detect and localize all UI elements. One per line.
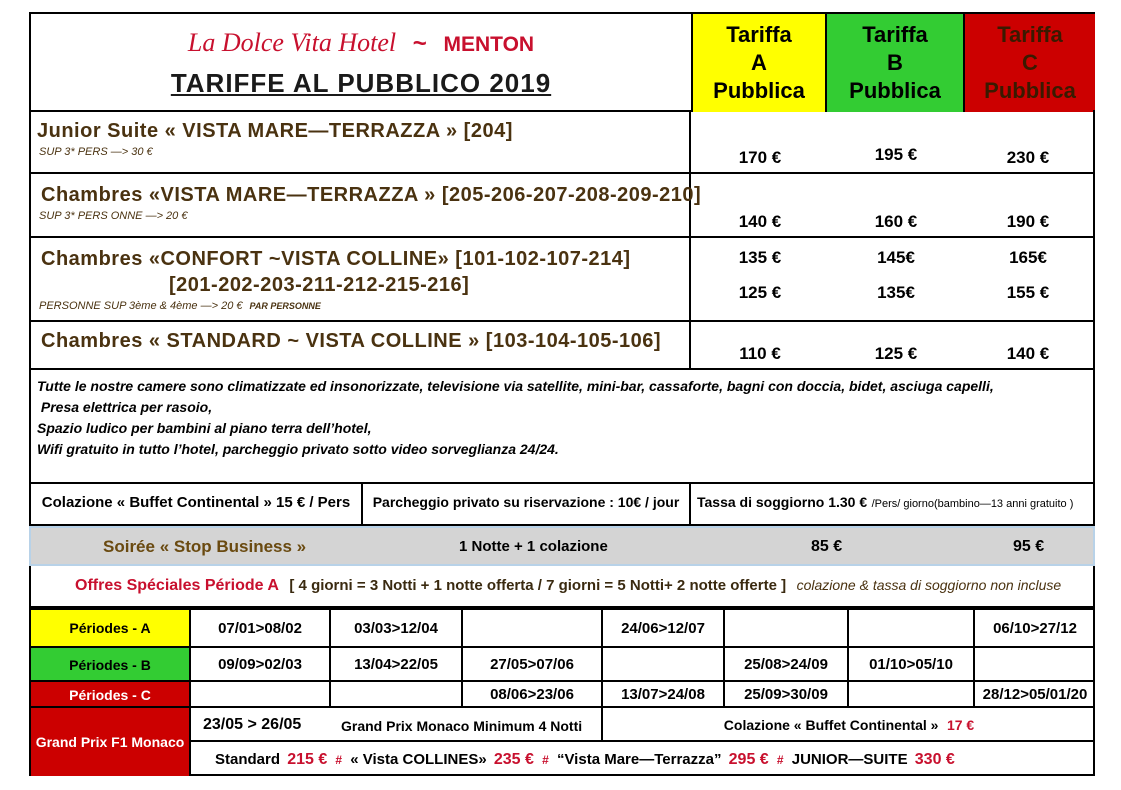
- business-row: [29, 526, 1095, 566]
- period-a-cell: 07/01>08/02: [218, 620, 302, 637]
- business-price-c: 95 €: [1013, 538, 1045, 555]
- collines-label: « Vista COLLINES»: [350, 751, 487, 768]
- price-b: 125 €: [874, 344, 918, 363]
- room-junior-suite-title: Junior Suite « VISTA MARE—TERRAZZA » [204]: [37, 120, 513, 142]
- period-b-label: Périodes - B: [69, 657, 151, 673]
- grandprix-minimum: Grand Prix Monaco Minimum 4 Notti: [341, 718, 583, 734]
- price-a: 140 €: [738, 212, 782, 231]
- rooms-table: [29, 110, 1095, 370]
- period-c-cell: 25/09>30/09: [744, 686, 828, 703]
- price-c: 230 €: [1006, 148, 1050, 167]
- business-label: Soirée « Stop Business »: [103, 537, 307, 556]
- period-b-cell: 01/10>05/10: [869, 656, 953, 673]
- period-a-label: Périodes - A: [69, 620, 151, 636]
- period-b-cell: 25/08>24/09: [744, 656, 828, 673]
- tariff-c-line3: Pubblica: [984, 78, 1076, 103]
- period-c-cell: 08/06>23/06: [490, 686, 574, 703]
- room-vista-mare-note: SUP 3* PERS ONNE —> 20 €: [39, 210, 188, 222]
- price-b: 145€: [877, 248, 915, 267]
- collines-price: 235 €: [493, 751, 534, 768]
- price-c-2: 155 €: [1006, 283, 1050, 302]
- divider: [31, 172, 1095, 174]
- amenity-line: Tutte le nostre camere sono climatizzate ed insonorizzate, televisione via satellite, mini-bar, cassaforte, bagni con doccia, bidet, asciuga capelli,: [37, 378, 994, 394]
- divider: [689, 482, 691, 524]
- room-confort-note-text: PERSONNE SUP 3ème & 4ème —> 20 €: [39, 300, 243, 312]
- divider: [31, 236, 1095, 238]
- price-b: 195 €: [874, 145, 918, 164]
- parking-price: Parcheggio privato su riservazione : 10€ / jour: [372, 494, 680, 510]
- room-confort-note: [39, 300, 321, 312]
- period-c-cell: 13/07>24/08: [621, 686, 705, 703]
- separator: ~: [412, 30, 427, 57]
- tariff-a-line1: Tariffa: [726, 22, 792, 47]
- title-wrap: [31, 68, 691, 99]
- period-a-cell: 06/10>27/12: [993, 620, 1077, 637]
- price-a-2: 125 €: [738, 283, 782, 302]
- tax-info: [697, 494, 1097, 512]
- separator: #: [776, 753, 784, 767]
- grandprix-prices: [215, 751, 955, 769]
- separator: #: [335, 753, 343, 767]
- period-c-label: Périodes - C: [69, 687, 151, 703]
- tax-note: /Pers/ giorno(bambino—13 anni gratuito ): [871, 498, 1074, 510]
- tariff-c-line2: C: [1022, 50, 1038, 75]
- tariff-c-header: [963, 14, 1095, 112]
- price-a: 135 €: [738, 248, 782, 267]
- std-price: 215 €: [287, 751, 328, 768]
- period-a-cell: 24/06>12/07: [621, 620, 705, 637]
- price-a: 110 €: [739, 344, 781, 363]
- separator: #: [542, 753, 549, 767]
- room-confort-title-2: [201-202-203-211-212-215-216]: [169, 274, 470, 296]
- room-standard-title: Chambres « STANDARD ~ VISTA COLLINE » [103-104-105-106]: [41, 330, 662, 352]
- extras-block: [29, 482, 1095, 526]
- business-price-a: 85 €: [811, 538, 843, 555]
- price-a: 170 €: [738, 148, 782, 167]
- period-c-cell: 28/12>05/01/20: [982, 686, 1088, 703]
- room-confort-title: Chambres «CONFORT ~VISTA COLLINE» [101-102-107-214]: [41, 248, 631, 270]
- period-a-cell: 03/03>12/04: [354, 620, 438, 637]
- offers-note: colazione & tassa di soggiorno non incluse: [796, 577, 1062, 593]
- tariff-a-header: [691, 14, 825, 112]
- offers-block: [29, 566, 1095, 608]
- price-sheet: [29, 12, 1095, 776]
- period-b-cell: 27/05>07/06: [490, 656, 574, 673]
- amenity-line: Wifi gratuito in tutto l’hotel, parcheggio privato sotto video sorveglianza 24/24.: [37, 441, 559, 457]
- tariff-c-line1: Tariffa: [997, 22, 1063, 47]
- period-b-cell: 09/09>02/03: [218, 656, 302, 673]
- hotel-name-line: [31, 28, 691, 58]
- page-title: TARIFFE AL PUBBLICO 2019: [170, 68, 552, 98]
- period-c-label-cell: [31, 682, 189, 708]
- period-b-label-cell: [31, 648, 189, 682]
- tariff-b-line3: Pubblica: [849, 78, 941, 103]
- tariff-a-line2: A: [751, 50, 767, 75]
- business-desc: 1 Notte + 1 colazione: [459, 538, 608, 555]
- offers-desc: [ 4 giorni = 3 Notti + 1 notte offerta / 7 giorni = 5 Notti+ 2 notte offerte ]: [289, 577, 787, 594]
- divider: [689, 110, 691, 368]
- mare-price: 295 €: [728, 751, 769, 768]
- grandprix-label-cell: [31, 708, 189, 776]
- std-label: Standard: [215, 751, 281, 768]
- grandprix-breakfast-price: 17 €: [946, 717, 975, 733]
- tariff-b-line1: Tariffa: [862, 22, 928, 47]
- hotel-name: La Dolce Vita Hotel: [187, 28, 397, 57]
- tariff-b-line2: B: [887, 50, 903, 75]
- header-block: [29, 12, 1095, 112]
- divider: [189, 740, 1095, 742]
- grandprix-breakfast-label: Colazione « Buffet Continental »: [723, 717, 939, 733]
- periods-table: [29, 608, 1095, 776]
- price-c: 140 €: [1006, 344, 1050, 363]
- amenities-block: [29, 368, 1095, 484]
- amenity-line: Presa elettrica per rasoio,: [37, 399, 213, 415]
- city: MENTON: [443, 33, 535, 56]
- grandprix-dates: 23/05 > 26/05: [203, 716, 302, 733]
- offers-label: Offres Spéciales Période A: [75, 577, 279, 594]
- period-a-label-cell: [31, 610, 189, 646]
- amenity-line: Spazio ludico per bambini al piano terra dell’hotel,: [37, 420, 372, 436]
- mare-label: “Vista Mare—Terrazza”: [556, 751, 722, 768]
- price-c: 165€: [1009, 248, 1047, 267]
- junior-label: JUNIOR—SUITE: [791, 751, 908, 768]
- grandprix-breakfast: [603, 717, 1095, 735]
- grandprix-label: Grand Prix F1 Monaco: [35, 734, 185, 750]
- price-c: 190 €: [1006, 212, 1050, 231]
- junior-price: 330 €: [914, 751, 955, 768]
- room-confort-note-suffix: PAR PERSONNE: [249, 301, 321, 311]
- price-b-2: 135€: [877, 283, 915, 302]
- room-vista-mare-title: Chambres «VISTA MARE—TERRAZZA » [205-206-207-208-209-210]: [41, 184, 702, 206]
- tariff-b-header: [825, 14, 963, 112]
- period-b-cell: 13/04>22/05: [354, 656, 438, 673]
- tariff-a-line3: Pubblica: [713, 78, 805, 103]
- room-junior-suite-note: SUP 3* PERS —> 30 €: [39, 146, 153, 158]
- offers-line: [75, 577, 1061, 595]
- divider: [31, 320, 1095, 322]
- price-b: 160 €: [874, 212, 918, 231]
- breakfast-price: Colazione « Buffet Continental » 15 € / Pers: [41, 494, 351, 511]
- tax-label: Tassa di soggiorno 1.30 €: [697, 494, 868, 510]
